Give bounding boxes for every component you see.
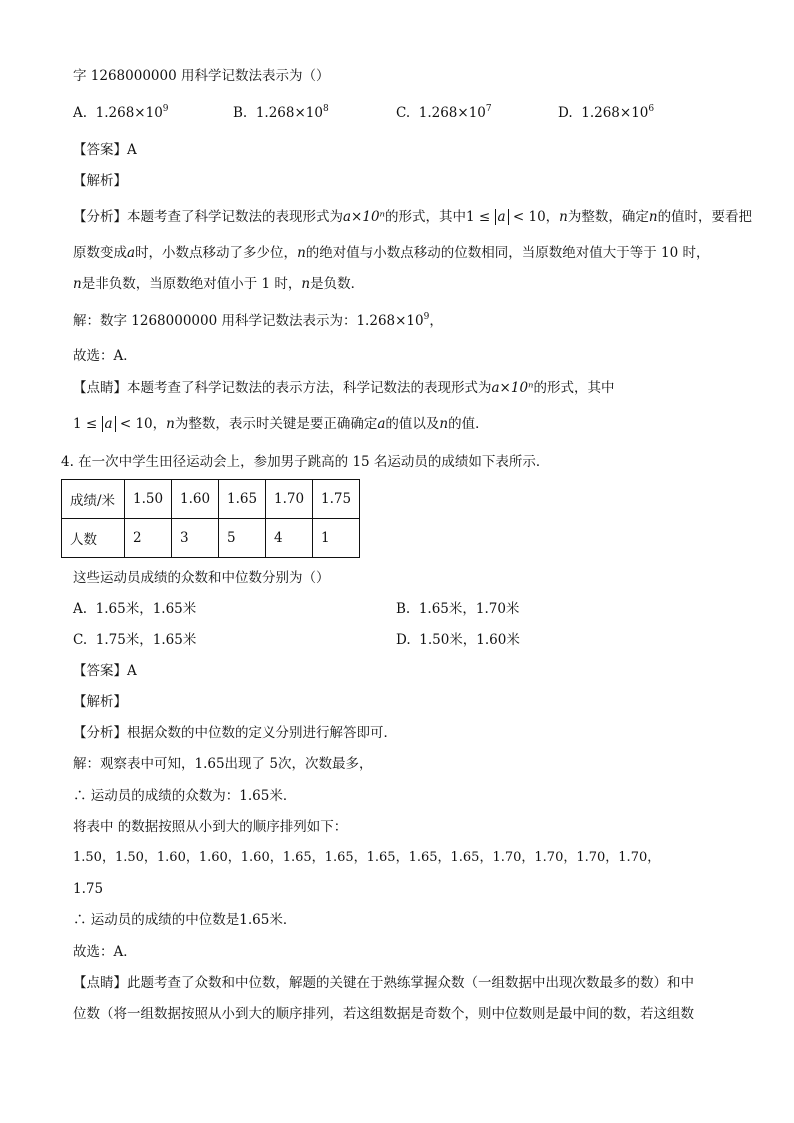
q4-question: 这些运动员成绩的众数和中位数分别为（） xyxy=(73,570,330,586)
var-n: n xyxy=(166,416,175,432)
option-label: D. xyxy=(396,632,411,648)
condition-left: 1 ≤ xyxy=(73,416,98,432)
grade-table xyxy=(61,479,360,558)
q4-sorted-data: 1.50，1.50，1.60，1.60，1.60，1.65，1.65，1.65，1.65，1.65，1.70，1.70，1.70，1.70， xyxy=(73,850,661,865)
q3-option-b xyxy=(233,103,329,123)
q3-option-d xyxy=(558,103,654,123)
var-a: a xyxy=(377,416,386,432)
fenxi-text: 的形式，其中 xyxy=(385,209,467,225)
dianjing-tag: 【点睛】 xyxy=(73,380,127,396)
option-value: 1.268×10 xyxy=(95,105,163,121)
q4-dianjing-line-2: 位数（将一组数据按照从小到大的顺序排列，若这组数据是奇数个，则中位数则是最中间的数，若这组数 xyxy=(73,1006,694,1022)
option-exponent: 8 xyxy=(322,104,329,114)
fenxi-text: ， xyxy=(545,209,560,225)
table-cell: 5 xyxy=(219,519,266,558)
table-cell: 1.50 xyxy=(125,480,172,519)
q3-answer: 【答案】A xyxy=(73,142,137,158)
option-label: A. xyxy=(73,601,88,617)
table-row xyxy=(62,519,360,558)
table-cell: 1.75 xyxy=(313,480,360,519)
option-exponent: 7 xyxy=(485,104,492,114)
table-cell: 1 xyxy=(313,519,360,558)
q4-solution-line-1: 解：观察表中可知，1.65出现了 5次，次数最多， xyxy=(73,756,373,772)
condition-right: < 10 xyxy=(119,416,153,432)
fenxi-text: 的值时，要看把 xyxy=(657,209,753,225)
dianjing-text: 的值以及 xyxy=(385,416,440,432)
q3-analysis-heading: 【解析】 xyxy=(73,173,127,189)
fenxi-text: 是负数． xyxy=(310,276,365,292)
question-3-stem: 字 1268000000 用科学记数法表示为（） xyxy=(73,68,330,84)
q4-option-c xyxy=(73,630,196,650)
option-value: 1.268×10 xyxy=(418,105,486,121)
table-cell: 4 xyxy=(266,519,313,558)
dianjing-text: 为整数，表示时关键是要正确确定 xyxy=(174,416,378,432)
sci-notation-form: a×10ⁿ xyxy=(343,209,386,225)
table-header-cell: 人数 xyxy=(62,519,125,558)
option-label: D. xyxy=(558,105,573,121)
fenxi-tag: 【分析】 xyxy=(73,209,127,225)
q3-fenxi-line-3 xyxy=(73,274,364,294)
option-value: 1.65米，1.65米 xyxy=(95,601,197,617)
question-4-stem: 4. 在一次中学生田径运动会上，参加男子跳高的 15 名运动员的成绩如下表所示． xyxy=(61,454,550,470)
q4-option-b xyxy=(396,599,519,619)
dianjing-text: 的值． xyxy=(448,416,489,432)
q3-option-a xyxy=(73,103,169,123)
q3-option-c xyxy=(396,103,492,123)
sci-notation-form: a×10ⁿ xyxy=(491,380,534,396)
fenxi-text: 时，小数点移动了多少位， xyxy=(135,245,298,261)
table-row xyxy=(62,480,360,519)
fenxi-text: 的绝对值与小数点移动的位数相同，当原数绝对值大于等于 10 时， xyxy=(305,245,710,261)
fenxi-text: 是非负数，当原数绝对值小于 1 时， xyxy=(81,276,302,292)
var-n: n xyxy=(301,276,311,292)
dianjing-text: 的形式，其中 xyxy=(533,380,615,396)
q4-option-d xyxy=(396,630,520,650)
table-cell: 3 xyxy=(172,519,219,558)
table-cell: 1.65 xyxy=(219,480,266,519)
q3-solution xyxy=(73,311,443,331)
abs-a: a xyxy=(495,209,509,225)
fenxi-text: 本题考查了科学记数法的表现形式为 xyxy=(127,209,343,225)
var-n: n xyxy=(559,209,568,225)
dianjing-text: ， xyxy=(152,416,167,432)
q4-fenxi: 【分析】根据众数的中位数的定义分别进行解答即可． xyxy=(73,725,397,741)
q4-choose: 故选：A． xyxy=(73,944,137,960)
q4-answer: 【答案】A xyxy=(73,663,137,679)
option-value: 1.50米，1.60米 xyxy=(419,632,520,648)
option-label: A. xyxy=(73,105,88,121)
solution-exponent: 9 xyxy=(423,312,430,322)
solution-text: 解：数字 1268000000 用科学记数法表示为：1.268×10 xyxy=(73,313,424,329)
fenxi-text: 原数变成 xyxy=(73,245,127,261)
q4-option-a xyxy=(73,599,196,619)
var-a: a xyxy=(127,245,136,261)
q3-dianjing-line-2 xyxy=(73,414,489,434)
option-label: B. xyxy=(396,601,411,617)
solution-tail: ， xyxy=(429,313,443,329)
table-cell: 1.70 xyxy=(266,480,313,519)
q4-sorted-data-tail: 1.75 xyxy=(73,881,104,897)
var-n: n xyxy=(439,416,449,432)
var-n: n xyxy=(73,276,82,292)
table-header-cell: 成绩/米 xyxy=(62,480,125,519)
table-cell: 1.60 xyxy=(172,480,219,519)
option-value: 1.268×10 xyxy=(581,105,649,121)
fenxi-text: 为整数，确定 xyxy=(567,209,649,225)
table-cell: 2 xyxy=(125,519,172,558)
q4-solution-line-2: ∴ 运动员的成绩的众数为：1.65米． xyxy=(73,788,297,804)
q3-fenxi-line-2 xyxy=(73,243,710,263)
q4-solution-line-3: 将表中 的数据按照从小到大的顺序排列如下： xyxy=(73,819,348,835)
abs-a: a xyxy=(102,416,116,432)
condition-left: 1 ≤ xyxy=(466,209,491,225)
dianjing-text: 本题考查了科学记数法的表示方法，科学记数法的表现形式为 xyxy=(127,380,492,396)
q4-solution-median: ∴ 运动员的成绩的中位数是1.65米． xyxy=(73,912,297,928)
var-n: n xyxy=(297,245,306,261)
condition-right: < 10 xyxy=(512,209,546,225)
option-exponent: 6 xyxy=(648,104,655,114)
option-label: B. xyxy=(233,105,248,121)
var-n: n xyxy=(648,209,658,225)
q4-analysis-heading: 【解析】 xyxy=(73,694,127,710)
q3-fenxi-line-1 xyxy=(73,207,752,227)
q4-dianjing-line-1: 【点睛】此题考查了众数和中位数，解题的关键在于熟练掌握众数（一组数据中出现次数最多的数）和中 xyxy=(73,975,694,991)
option-value: 1.75米，1.65米 xyxy=(95,632,197,648)
option-value: 1.268×10 xyxy=(255,105,323,121)
option-exponent: 9 xyxy=(162,104,169,114)
option-label: C. xyxy=(396,105,411,121)
option-value: 1.65米，1.70米 xyxy=(418,601,520,617)
q3-choose: 故选：A． xyxy=(73,348,137,364)
q3-dianjing-line-1 xyxy=(73,378,615,398)
option-label: C. xyxy=(73,632,88,648)
